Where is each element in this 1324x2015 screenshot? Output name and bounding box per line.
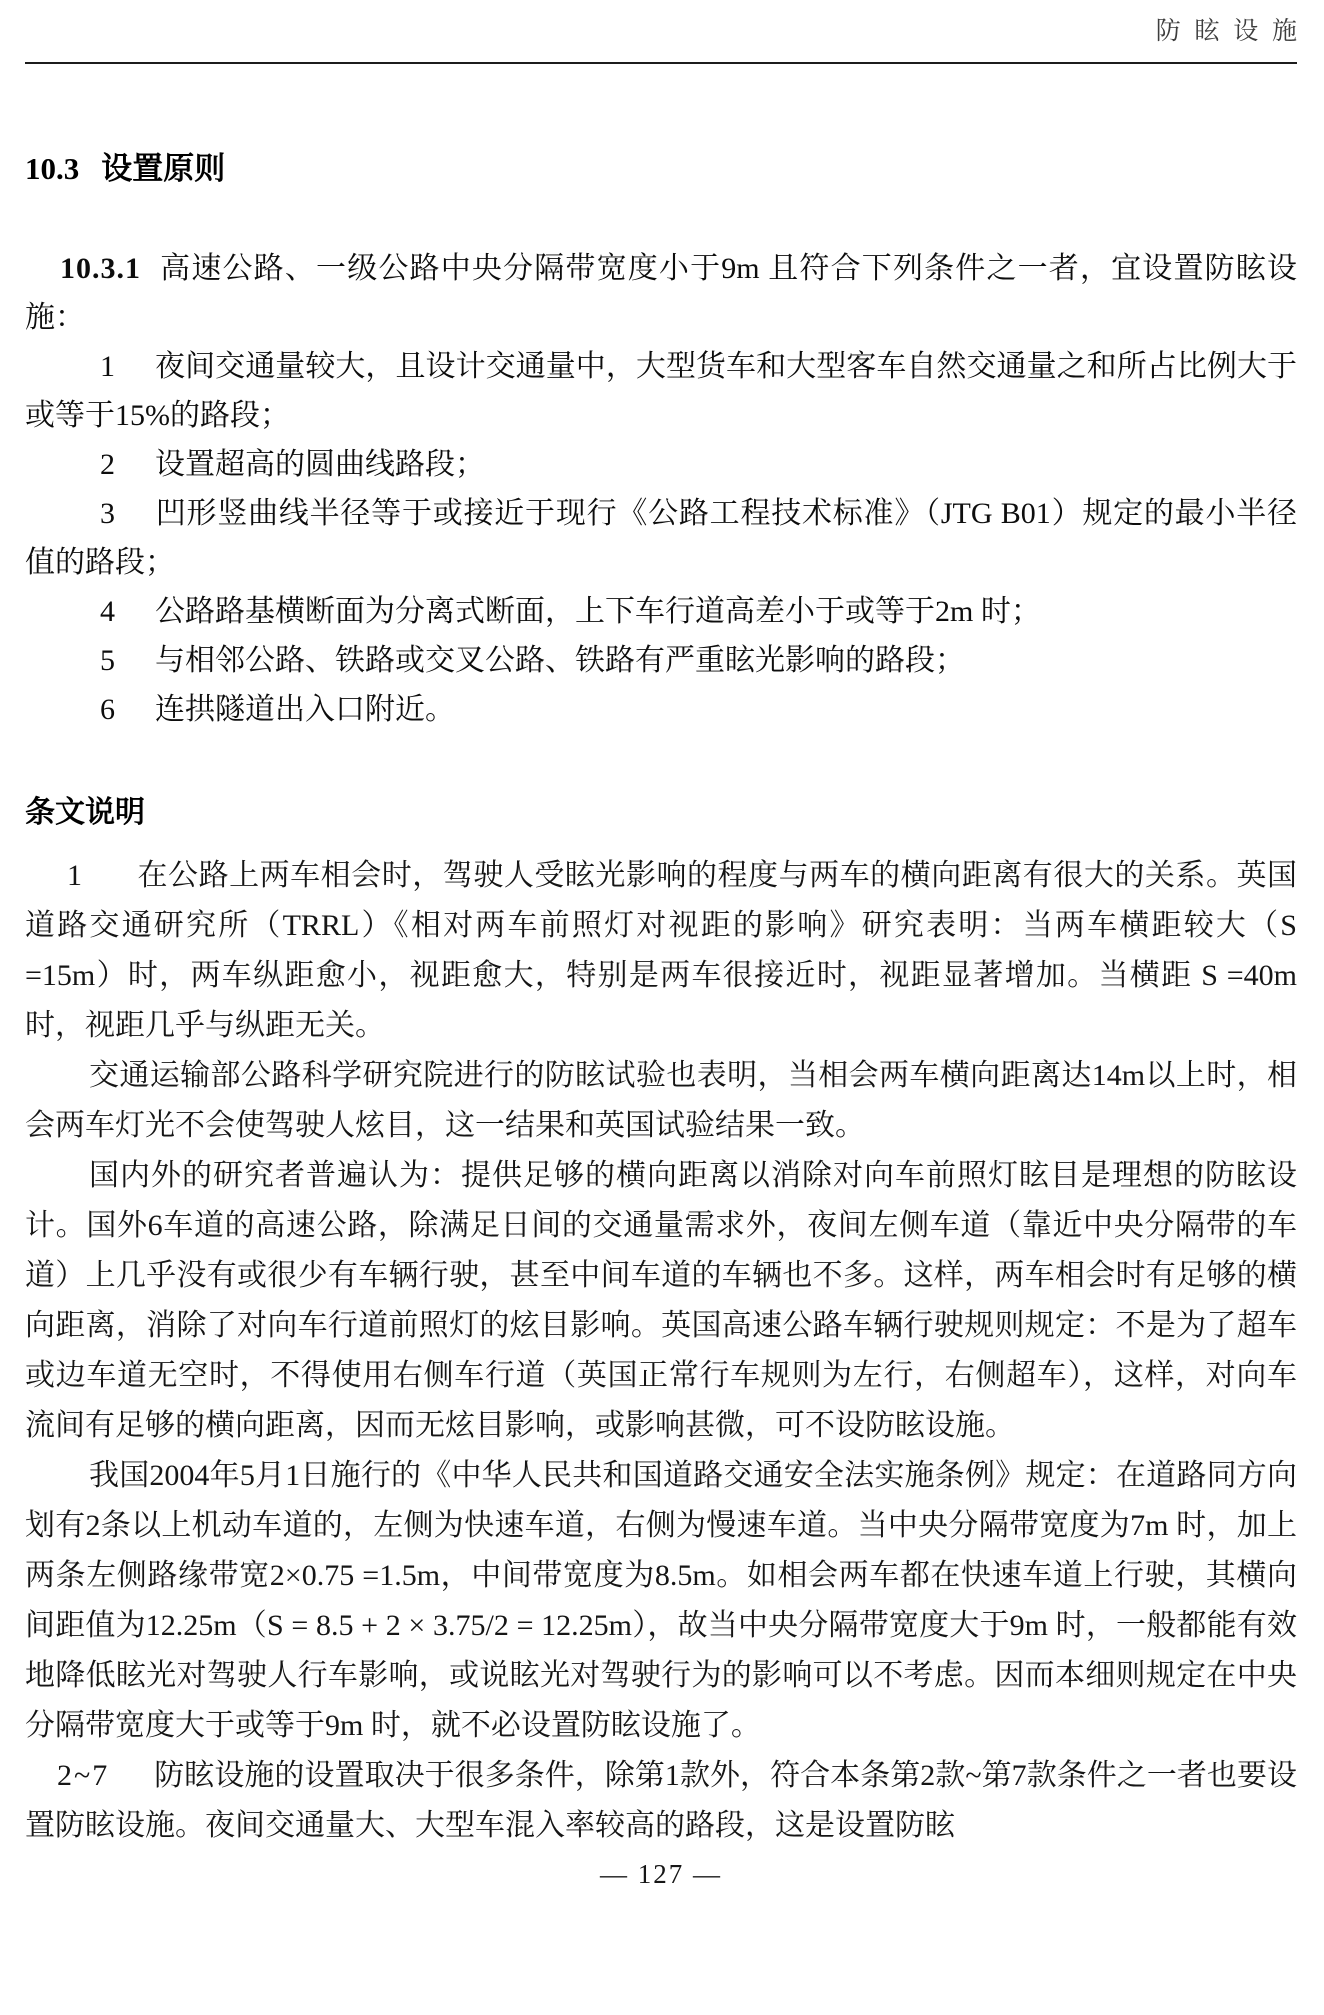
- commentary-paragraph: [25, 1151, 1297, 1451]
- clause-intro: [25, 244, 1297, 342]
- list-item: [25, 342, 1297, 440]
- list-item-number: 5: [100, 644, 115, 677]
- clause-number: 10.3.1: [60, 252, 141, 285]
- commentary-paragraph: [25, 1051, 1297, 1151]
- commentary-paragraph-text: 国内外的研究者普遍认为：提供足够的横向距离以消除对向车前照灯眩目是理想的防眩设计。国外6车道的高速公路，除满足日间的交通量需求外，夜间左侧车道（靠近中央分隔带的车道）上几乎没有或很少有车辆行驶，甚至中间车道的车辆也不多。这样，两车相会时有足够的横向距离，消除了对向车行道前照灯的炫目影响。英国高速公路车辆行驶规则规定：不是为了超车或边车道无空时，不得使用右侧车行道（英国正常行车规则为左行，右侧超车），这样，对向车流间有足够的横向距离，因而无炫目影响，或影响甚微，可不设防眩设施。: [25, 1159, 1297, 1442]
- section-title: 设置原则: [101, 151, 226, 186]
- section-number: 10.3: [25, 151, 80, 186]
- section-heading: [25, 152, 1297, 186]
- commentary-block: [25, 851, 1297, 1851]
- header-rule: [25, 62, 1297, 64]
- list-item-text: 设置超高的圆曲线路段；: [155, 448, 485, 481]
- list-item: [25, 489, 1297, 587]
- list-item: [25, 636, 1297, 685]
- list-item: [25, 685, 1297, 734]
- commentary-paragraph-text: 防眩设施的设置取决于很多条件，除第1款外，符合本条第2款~第7款条件之一者也要设置防眩设施。夜间交通量大、大型车混入率较高的路段，这是设置防眩: [25, 1759, 1297, 1842]
- list-item-number: 4: [100, 595, 115, 628]
- commentary-heading: 条文说明: [25, 796, 145, 829]
- list-item: [25, 440, 1297, 489]
- commentary-paragraph: [25, 851, 1297, 1051]
- page-number: — 127 —: [600, 1859, 722, 1889]
- commentary-paragraph-text: 在公路上两车相会时，驾驶人受眩光影响的程度与两车的横向距离有很大的关系。英国道路交通研究所（TRRL）《相对两车前照灯对视距的影响》研究表明：当两车横距较大（S =15m）时，两车纵距愈小，视距愈大，特别是两车很接近时，视距显著增加。当横距 S =40m 时，视距几乎与纵距无关。: [25, 859, 1297, 1042]
- list-item-text: 夜间交通量较大，且设计交通量中，大型货车和大型客车自然交通量之和所占比例大于或等于15%的路段；: [25, 350, 1297, 432]
- commentary-paragraph: [25, 1751, 1297, 1851]
- list-item-number: 6: [100, 693, 115, 726]
- list-item-text: 连拱隧道出入口附近。: [155, 693, 455, 726]
- list-item-text: 凹形竖曲线半径等于或接近于现行《公路工程技术标准》（JTG B01）规定的最小半径值的路段；: [25, 497, 1297, 579]
- commentary-paragraph-number: 2~7: [57, 1759, 110, 1792]
- commentary-paragraph-text: 交通运输部公路科学研究院进行的防眩试验也表明，当相会两车横向距离达14m以上时，相会两车灯光不会使驾驶人炫目，这一结果和英国试验结果一致。: [25, 1059, 1297, 1142]
- list-item-number: 1: [100, 350, 115, 383]
- commentary-paragraph-text: 我国2004年5月1日施行的《中华人民共和国道路交通安全法实施条例》规定：在道路同方向划有2条以上机动车道的，左侧为快速车道，右侧为慢速车道。当中央分隔带宽度为7m 时，加上两条左侧路缘带宽2×0.75 =1.5m，中间带宽度为8.5m。如相会两车都在快速车道上行驶，其横向间距值为12.25m（S = 8.5 + 2 × 3.75/2 = 12.25m），故当中央分隔带宽度大于9m 时，一般都能有效地降低眩光对驾驶人行车影响，或说眩光对驾驶行为的影响可以不考虑。因而本细则规定在中央分隔带宽度大于或等于9m 时，就不必设置防眩设施了。: [25, 1459, 1297, 1742]
- running-header: 防眩设施: [1155, 18, 1311, 45]
- list-item-number: 3: [100, 497, 115, 530]
- list-item-text: 与相邻公路、铁路或交叉公路、铁路有严重眩光影响的路段；: [155, 644, 965, 677]
- list-item-number: 2: [100, 448, 115, 481]
- commentary-paragraph: [25, 1451, 1297, 1751]
- commentary-paragraph-number: 1: [67, 859, 82, 892]
- clause-intro-text: 高速公路、一级公路中央分隔带宽度小于9m 且符合下列条件之一者，宜设置防眩设施：: [25, 252, 1297, 334]
- list-item: [25, 587, 1297, 636]
- list-item-text: 公路路基横断面为分离式断面，上下车行道高差小于或等于2m 时；: [155, 595, 1041, 628]
- clause-block: [25, 244, 1297, 734]
